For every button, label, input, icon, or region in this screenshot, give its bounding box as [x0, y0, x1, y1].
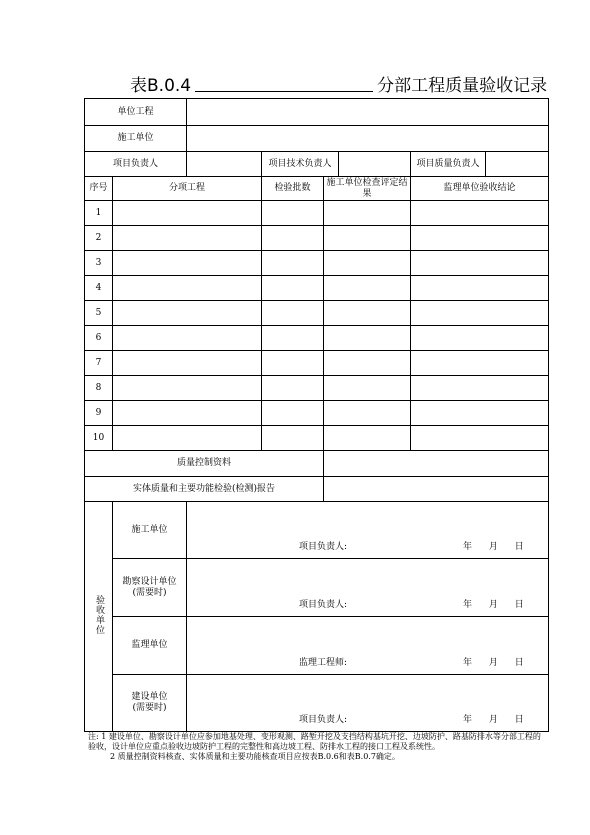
signer-date-1: 年 月 日: [463, 600, 524, 610]
row-seq: 4: [85, 276, 113, 301]
row-seq: 1: [85, 201, 113, 226]
form-name: 分部工程质量验收记录: [377, 76, 548, 96]
supervision-conclusion-cell[interactable]: [411, 201, 549, 226]
signer-sign-area-2[interactable]: [187, 617, 549, 675]
col-seq: 序号: [85, 177, 113, 201]
footnote-1: 注: 1 建设单位、勘察设计单位应参加地基处理、变形观测、路堑开挖及支挡结构基坑开挖、边坡防护、路基防排水等分部工程的验收，设计单位应重点验收边坡防护工程的完整性和高边坡工程、防排水工程的接口工程及系统性。: [88, 732, 541, 751]
construction-result-cell[interactable]: [324, 201, 411, 226]
supervision-conclusion-cell[interactable]: [411, 376, 549, 401]
construction-result-cell[interactable]: [324, 326, 411, 351]
signer-unit-0: 施工单位: [113, 502, 187, 559]
batch-count-cell[interactable]: [262, 201, 324, 226]
signer-role-0: 项目负责人:: [299, 542, 348, 552]
project-manager-label: 项目负责人: [85, 152, 187, 177]
tech-manager-value[interactable]: [339, 152, 411, 177]
sub-item-cell[interactable]: [113, 201, 262, 226]
signer-role-3: 项目负责人:: [299, 715, 348, 725]
row-seq: 5: [85, 301, 113, 326]
batch-count-cell[interactable]: [262, 326, 324, 351]
supervision-conclusion-cell[interactable]: [411, 326, 549, 351]
sub-item-cell[interactable]: [113, 226, 262, 251]
signer-role-1: 项目负责人:: [299, 600, 348, 610]
col-supervision-conclusion: 监理单位验收结论: [411, 177, 549, 201]
row-seq: 8: [85, 376, 113, 401]
acceptance-table: [84, 98, 549, 732]
quality-manager-value[interactable]: [486, 152, 549, 177]
col-sub-item: 分项工程: [113, 177, 262, 201]
item-row: [85, 251, 549, 276]
row-seq: 2: [85, 226, 113, 251]
batch-count-cell[interactable]: [262, 301, 324, 326]
row-seq: 7: [85, 351, 113, 376]
construction-result-cell[interactable]: [324, 226, 411, 251]
sub-item-cell[interactable]: [113, 301, 262, 326]
batch-count-cell[interactable]: [262, 376, 324, 401]
item-row: [85, 351, 549, 376]
batch-count-cell[interactable]: [262, 251, 324, 276]
form-title: [130, 74, 548, 98]
project-manager-value[interactable]: [187, 152, 262, 177]
footnote-2: 2 质量控制资料核查、实体质量和主要功能核查项目应按表B.0.6和表B.0.7确定。: [110, 752, 400, 761]
sub-item-cell[interactable]: [113, 276, 262, 301]
construction-result-cell[interactable]: [324, 426, 411, 451]
col-construction-result: 施工单位检查评定结果: [324, 177, 411, 201]
tech-manager-label: 项目技术负责人: [262, 152, 339, 177]
acceptance-units-label: 验收单位: [85, 502, 113, 732]
signer-date-3: 年 月 日: [463, 715, 524, 725]
sub-item-cell[interactable]: [113, 326, 262, 351]
unit-project-value[interactable]: [187, 99, 549, 126]
row-seq: 3: [85, 251, 113, 276]
construction-result-cell[interactable]: [324, 301, 411, 326]
construction-unit-value[interactable]: [187, 126, 549, 152]
item-row: [85, 326, 549, 351]
item-row: [85, 426, 549, 451]
signer-unit-1: 勘察设计单位 (需要时): [113, 559, 187, 617]
supervision-conclusion-cell[interactable]: [411, 301, 549, 326]
signer-sign-area-1[interactable]: [187, 559, 549, 617]
col-batch-count: 检验批数: [262, 177, 324, 201]
signer-sign-area-3[interactable]: [187, 675, 549, 732]
form-number: 表B.0.4: [130, 76, 192, 96]
construction-result-cell[interactable]: [324, 376, 411, 401]
quality-docs-label: 质量控制资料: [85, 451, 324, 477]
construction-result-cell[interactable]: [324, 276, 411, 301]
row-seq: 10: [85, 426, 113, 451]
supervision-conclusion-cell[interactable]: [411, 351, 549, 376]
item-row: [85, 276, 549, 301]
supervision-conclusion-cell[interactable]: [411, 226, 549, 251]
function-check-label: 实体质量和主要功能检验(检测)报告: [85, 477, 324, 502]
batch-count-cell[interactable]: [262, 226, 324, 251]
signer-date-0: 年 月 日: [463, 542, 524, 552]
supervision-conclusion-cell[interactable]: [411, 276, 549, 301]
item-row: [85, 226, 549, 251]
signer-unit-3: 建设单位 (需要时): [113, 675, 187, 732]
supervision-conclusion-cell[interactable]: [411, 401, 549, 426]
sub-item-cell[interactable]: [113, 351, 262, 376]
batch-count-cell[interactable]: [262, 401, 324, 426]
item-row: [85, 201, 549, 226]
row-seq: 9: [85, 401, 113, 426]
construction-result-cell[interactable]: [324, 401, 411, 426]
item-row: [85, 376, 549, 401]
quality-manager-label: 项目质量负责人: [411, 152, 486, 177]
item-row: [85, 301, 549, 326]
sub-item-cell[interactable]: [113, 376, 262, 401]
unit-project-label: 单位工程: [85, 99, 187, 126]
construction-result-cell[interactable]: [324, 351, 411, 376]
construction-unit-label: 施工单位: [85, 126, 187, 152]
supervision-conclusion-cell[interactable]: [411, 251, 549, 276]
sub-item-cell[interactable]: [113, 426, 262, 451]
batch-count-cell[interactable]: [262, 351, 324, 376]
function-check-value[interactable]: [324, 477, 549, 502]
title-blank-line: [195, 74, 373, 92]
sub-item-cell[interactable]: [113, 401, 262, 426]
quality-docs-value[interactable]: [324, 451, 549, 477]
construction-result-cell[interactable]: [324, 251, 411, 276]
footnotes: [88, 732, 544, 762]
signer-role-2: 监理工程师:: [299, 658, 348, 668]
batch-count-cell[interactable]: [262, 276, 324, 301]
sub-item-cell[interactable]: [113, 251, 262, 276]
batch-count-cell[interactable]: [262, 426, 324, 451]
supervision-conclusion-cell[interactable]: [411, 426, 549, 451]
signer-date-2: 年 月 日: [463, 658, 524, 668]
item-row: [85, 401, 549, 426]
row-seq: 6: [85, 326, 113, 351]
signer-sign-area-0[interactable]: [187, 502, 549, 559]
signer-unit-2: 监理单位: [113, 617, 187, 675]
